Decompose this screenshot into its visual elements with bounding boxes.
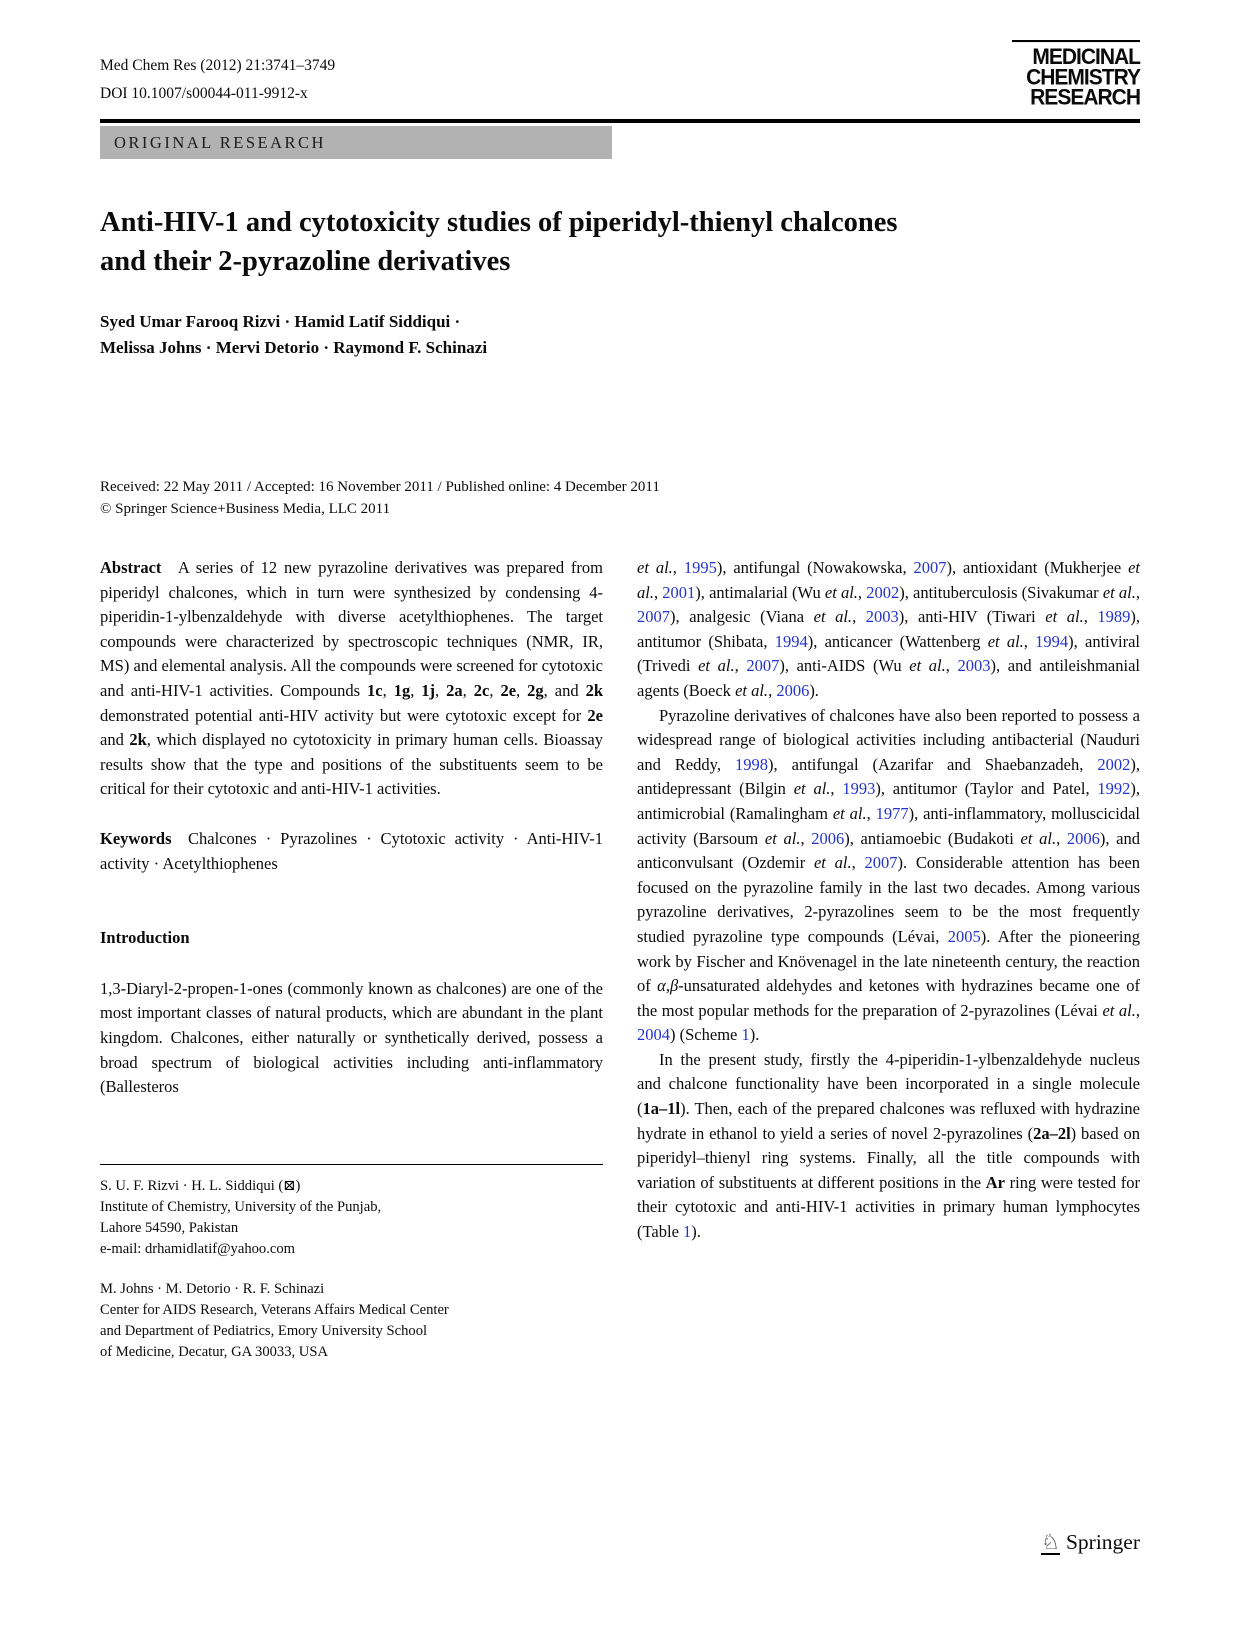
footnote-block — [100, 1164, 603, 1363]
article-history — [100, 477, 660, 520]
journal-doi: DOI 10.1007/s00044-011-9912-x — [100, 85, 308, 102]
citation-link[interactable]: 2007 — [864, 853, 898, 873]
citation-link[interactable]: 2001 — [662, 582, 696, 602]
citation-link[interactable]: 1 — [683, 1222, 692, 1242]
journal-logo: MEDICINAL CHEMISTRY RESEARCH — [1012, 40, 1140, 108]
body-columns — [100, 556, 1140, 1363]
introduction-paragraph: 1,3-Diaryl-2-propen-1-ones (commonly known as chalcones) are one of the most important classes of natural products, which are abundant in the plant kingdom. Chalcones, either naturally or synthetically derived, possess a broad spectrum of biological activities including anti-inflammatory (Ballesteros — [100, 978, 603, 1097]
keywords-paragraph: Keywords Chalcones · Pyrazolines · Cytotoxic activity · Anti-HIV-1 activity · Acetylthiophenes — [100, 828, 603, 873]
citation-link[interactable]: 2006 — [811, 828, 845, 848]
springer-horse-icon: ♘ — [1041, 1530, 1060, 1554]
left-column — [100, 556, 603, 1363]
section-label: ORIGINAL RESEARCH — [100, 126, 612, 159]
citation-link[interactable]: 1977 — [875, 803, 909, 823]
publisher-name: Springer — [1065, 1530, 1140, 1554]
citation-link[interactable]: 2002 — [1097, 754, 1131, 774]
received-line: Received: 22 May 2011 / Accepted: 16 November 2011 / Published online: 4 December 2011 — [100, 479, 660, 495]
citation-link[interactable]: 2006 — [1066, 828, 1100, 848]
citation-link[interactable]: 1994 — [1035, 631, 1069, 651]
publisher-logo — [1041, 1530, 1140, 1555]
journal-reference — [100, 52, 335, 108]
body-paragraph-2: Pyrazoline derivatives of chalcones have also been reported to possess a widespread range of biological activities including antibacterial (Nauduri and Reddy, 1998), antifungal (Azarifar and Shaebanzadeh, 2002), antidepressant (Bilgin et al., 1993), antitumor (Taylor and Patel, 1992), antimicrobial (Ramalingham et al., 1977), anti-inflammatory, molluscicidal activity (Barsoum et al., 2006), antiamoebic (Budakoti et al., 2006), and anticonvulsant (Ozdemir et al., 2007). Considerable attention has been focused on the pyrazoline family in the last two decades. Among various pyrazoline derivatives, 2-pyrazolines seem to be the most frequently studied pyrazoline type compounds (Lévai, 2005). After the pioneering work by Fischer and Knövenagel in the late nineteenth century, the reaction of α,β-unsaturated aldehydes and ketones with hydrazines became one of the most popular methods for the preparation of 2-pyrazolines (Lévai et al., 2004) (Scheme 1). — [637, 705, 1141, 1045]
citation-link[interactable]: 1 — [741, 1025, 750, 1045]
citation-link[interactable]: 2007 — [746, 656, 780, 676]
citation-link[interactable]: 2003 — [865, 607, 899, 627]
citation-link[interactable]: 1993 — [842, 779, 876, 799]
citation-link[interactable]: 2006 — [776, 680, 810, 700]
body-paragraph-1: et al., 1995), antifungal (Nowakowska, 2007), antioxidant (Mukherjee et al., 2001), antimalarial (Wu et al., 2002), antituberculosis (Sivakumar et al., 2007), analgesic (Viana et al., 2003), anti-HIV (Tiwari et al., 1989), antitumor (Shibata, 1994), anticancer (Wattenberg et al., 1994), antiviral (Trivedi et al., 2007), anti-AIDS (Wu et al., 2003), and antileishmanial agents (Boeck et al., 2006). — [637, 558, 1141, 700]
abstract-paragraph: Abstract A series of 12 new pyrazoline derivatives was prepared from piperidyl chalcones, which in turn were synthesized by condensing 4-piperidin-1-ylbenzaldehyde with diverse acetylthiophenes. The target compounds were characterized by spectroscopic techniques (NMR, IR, MS) and elemental analysis. All the compounds were screened for cytotoxic and anti-HIV-1 activities. Compounds 1c, 1g, 1j, 2a, 2c, 2e, 2g, and 2k demonstrated potential anti-HIV activity but were cytotoxic except for 2e and 2k, which displayed no cytotoxicity in primary human cells. Bioassay results show that the type and positions of the substituents seem to be critical for their cytotoxic and anti-HIV-1 activities. — [100, 558, 603, 799]
citation-link[interactable]: 1995 — [683, 558, 717, 577]
citation-link[interactable]: 2007 — [913, 558, 947, 577]
footnote-affiliation-2: M. Johns · M. Detorio · R. F. Schinazi Center for AIDS Research, Veterans Affairs Medical Center and Department of Pediatrics, Emory University School of Medicine, Decatur, GA 30033, USA — [100, 1280, 449, 1360]
page-title: Anti-HIV-1 and cytotoxicity studies of piperidyl-thienyl chalcones and their 2-pyrazoline derivatives — [100, 207, 898, 277]
citation-link[interactable]: 1989 — [1097, 607, 1131, 627]
citation-link[interactable]: 2004 — [637, 1025, 670, 1045]
citation-link[interactable]: 2003 — [957, 656, 991, 676]
citation-link[interactable]: 1994 — [774, 631, 808, 651]
citation-link[interactable]: 2007 — [637, 607, 670, 627]
journal-citation: Med Chem Res (2012) 21:3741–3749 — [100, 57, 336, 74]
right-column — [637, 556, 1140, 1363]
footnote-corresponding-author: S. U. F. Rizvi · H. L. Siddiqui (⊠) Institute of Chemistry, University of the Punjab, Lahore 54590, Pakistan e-mail: drhamidlatif@yahoo.com — [100, 1177, 382, 1257]
authors: Syed Umar Farooq Rizvi · Hamid Latif Siddiqui · Melissa Johns · Mervi Detorio · Raymond F. Schinazi — [100, 312, 488, 357]
body-paragraph-3: In the present study, firstly the 4-piperidin-1-ylbenzaldehyde nucleus and chalcone functionality have been incorporated in a single molecule (1a–1l). Then, each of the prepared chalcones was refluxed with hydrazine hydrate in ethanol to yield a series of novel 2-pyrazolines (2a–2l) based on piperidyl–thienyl ring systems. Finally, all the title compounds with variation of substituents at different positions in the Ar ring were tested for their cytotoxic and anti-HIV-1 activities in primary human lymphocytes (Table 1). — [637, 1049, 1140, 1242]
citation-link[interactable]: 2005 — [947, 926, 981, 946]
citation-link[interactable]: 1998 — [735, 754, 768, 774]
copyright-line: © Springer Science+Business Media, LLC 2011 — [100, 500, 391, 517]
header-rule — [100, 119, 1140, 123]
citation-link[interactable]: 1992 — [1097, 779, 1131, 799]
citation-link[interactable]: 2002 — [866, 582, 900, 602]
introduction-heading: Introduction — [100, 928, 190, 948]
